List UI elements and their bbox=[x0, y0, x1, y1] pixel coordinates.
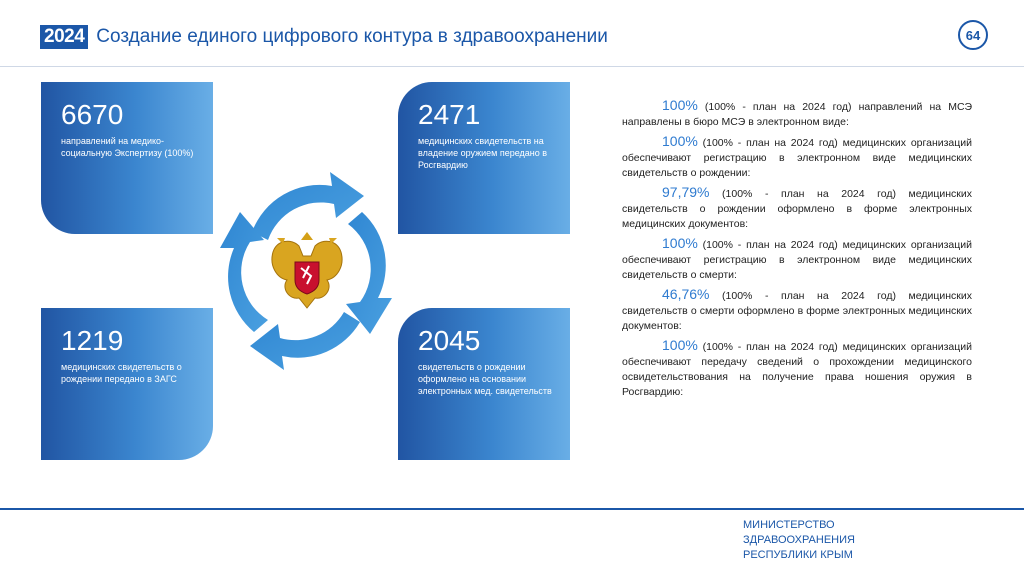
stat-text: (100% - план на 2024 год) медицинских организаций обеспечивают передачу сведений о прохождении медицинского освидетельствования на получение права ношения оружия в Росгвардию: bbox=[622, 341, 973, 398]
stat-percent: 100% bbox=[662, 235, 698, 251]
stat-percent: 100% bbox=[662, 337, 698, 353]
stat-item bbox=[622, 338, 972, 400]
digitalization-stats bbox=[622, 98, 972, 404]
stat-text: (100% - план на 2024 год) медицинских организаций обеспечивают регистрацию в электронном виде медицинских свидетельств о рождении: bbox=[622, 137, 973, 179]
header-divider bbox=[0, 66, 1024, 67]
card-description: медицинских свидетельств о рождении передано в ЗАГС bbox=[61, 362, 182, 384]
footer-divider bbox=[0, 508, 1024, 510]
stat-item bbox=[622, 185, 972, 232]
stat-item bbox=[622, 236, 972, 283]
stat-item bbox=[622, 287, 972, 334]
ministry-line: РЕСПУБЛИКИ КРЫМ bbox=[743, 549, 853, 561]
page-title: Создание единого цифрового контура в здравоохранении bbox=[96, 26, 608, 47]
page-number: 64 bbox=[958, 20, 988, 50]
stat-card-msa-referrals bbox=[41, 82, 213, 234]
stat-text: (100% - план на 2024 год) медицинских организаций обеспечивают регистрацию в электронном виде медицинских свидетельств о смерти: bbox=[622, 239, 973, 281]
slide-header bbox=[40, 24, 608, 50]
ministry-line: МИНИСТЕРСТВО bbox=[743, 519, 835, 531]
stat-card-weapon-certificates bbox=[398, 82, 570, 234]
card-description: свидетельств о рождении оформлено на основании электронных мед. свидетельств bbox=[418, 362, 552, 396]
circular-arrows-icon bbox=[214, 166, 400, 372]
card-description: направлений на медико-социальную Экспертизу (100%) bbox=[61, 136, 194, 158]
card-number: 6670 bbox=[61, 99, 124, 130]
ministry-name bbox=[743, 518, 855, 563]
stat-percent: 100% bbox=[662, 97, 698, 113]
stat-text: (100% - план на 2024 год) медицинских свидетельств о рождении оформлено в форме электронных медицинских документов: bbox=[622, 188, 972, 230]
stat-card-birth-certificates-electronic bbox=[398, 308, 570, 460]
stat-card-birth-certificates-zags bbox=[41, 308, 213, 460]
stat-text: (100% - план на 2024 год) направлений на МСЭ направлены в бюро МСЭ в электронном виде: bbox=[622, 101, 972, 128]
stat-item bbox=[622, 134, 972, 181]
year-badge: 2024 bbox=[40, 25, 88, 49]
card-number: 2471 bbox=[418, 99, 481, 130]
stat-percent: 97,79% bbox=[662, 184, 710, 200]
stat-item bbox=[622, 98, 972, 130]
stat-percent: 100% bbox=[662, 133, 698, 149]
stat-text: (100% - план на 2024 год) медицинских свидетельств о смерти оформлено в форме электронных медицинских документов: bbox=[622, 290, 972, 332]
card-number: 2045 bbox=[418, 325, 481, 356]
card-number: 1219 bbox=[61, 325, 124, 356]
stat-percent: 46,76% bbox=[662, 286, 710, 302]
coat-of-arms-icon bbox=[272, 232, 342, 308]
card-description: медицинских свидетельств на владение оружием передано в Росгвардию bbox=[418, 136, 548, 170]
ministry-line: ЗДРАВООХРАНЕНИЯ bbox=[743, 534, 855, 546]
